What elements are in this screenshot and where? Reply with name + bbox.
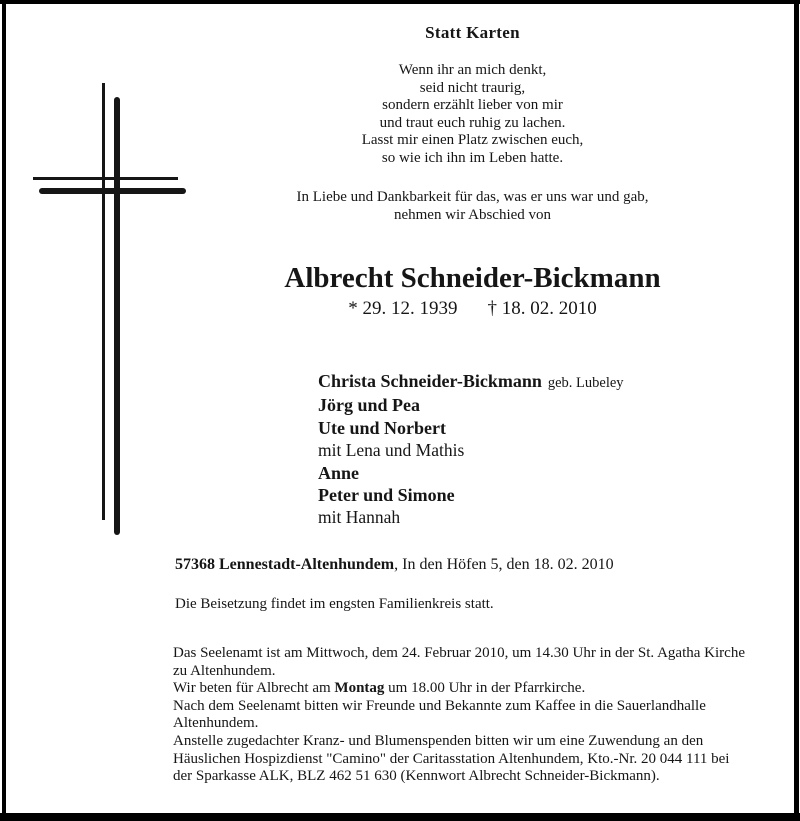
life-dates (150, 298, 795, 320)
service-details (173, 645, 800, 786)
poem-line: seid nicht traurig, (419, 79, 526, 96)
death-date: † 18. 02. 2010 (487, 298, 597, 319)
mourner-row: Christa Schneider-Bickmann geb. Lubeley (318, 371, 624, 391)
notice-header: Statt Karten (425, 23, 520, 42)
details-line: Das Seelenamt ist am Mittwoch, dem 24. Februar 2010, um 14.30 Uhr in der St. Agatha Kirche (173, 645, 745, 661)
border-left (2, 0, 6, 821)
border-bottom (0, 813, 800, 821)
mourner-row: Peter und Simone (318, 485, 455, 506)
details-line: zu Altenhundem. (173, 662, 276, 679)
details-line: Altenhundem. (173, 715, 259, 732)
farewell-intro (150, 189, 795, 225)
poem-line: Lasst mir einen Platz zwischen euch, (361, 132, 584, 149)
mourner-row: Anne (318, 462, 360, 483)
memorial-poem (150, 62, 795, 168)
details-line: Wir beten für Albrecht am Montag um 18.00 Uhr in der Pfarrkirche. (173, 680, 586, 697)
cross-vertical-thin (102, 83, 105, 520)
mourner-row: mit Lena und Mathis (318, 440, 465, 461)
cross-horizontal-thin (33, 177, 178, 180)
details-line: Nach dem Seelenamt bitten wir Freunde und Bekannte zum Kaffee in die Sauerlandhalle (173, 697, 706, 714)
poem-line: und traut euch ruhig zu lachen. (379, 114, 566, 131)
mourner-row: Jörg und Pea (318, 395, 421, 416)
border-top (0, 0, 800, 4)
mourner-row: Ute und Norbert (318, 417, 446, 438)
deceased-name: Albrecht Schneider-Bickmann (284, 262, 661, 294)
poem-line: Wenn ihr an mich denkt, (398, 62, 547, 78)
mourner-row: mit Hannah (318, 507, 401, 528)
cross-vertical-thick (114, 97, 120, 535)
details-line: Häuslichen Hospizdienst "Camino" der Caritasstation Altenhundem, Kto.-Nr. 20 044 111 bei (173, 750, 730, 767)
burial-note: Die Beisetzung findet im engsten Familienkreis statt. (175, 596, 494, 612)
postal-city: 57368 Lennestadt-Altenhundem (175, 556, 395, 573)
intro-line: nehmen wir Abschied von (393, 206, 552, 223)
details-line: Anstelle zugedachter Kranz- und Blumenspenden bitten wir um eine Zuwendung an den (173, 732, 704, 749)
birth-date: * 29. 12. 1939 (348, 298, 458, 319)
mourners-list (318, 370, 624, 529)
details-line: der Sparkasse ALK, BLZ 462 51 630 (Kennwort Albrecht Schneider-Bickmann). (173, 768, 660, 785)
intro-line: In Liebe und Dankbarkeit für das, was er uns war und gab, (296, 189, 649, 205)
poem-line: sondern erzählt lieber von mir (382, 97, 563, 114)
street-date: , In den Höfen 5, den 18. 02. 2010 (394, 556, 614, 573)
poem-line: so wie ich ihn im Leben hatte. (381, 149, 564, 166)
place-date-line (175, 555, 614, 575)
